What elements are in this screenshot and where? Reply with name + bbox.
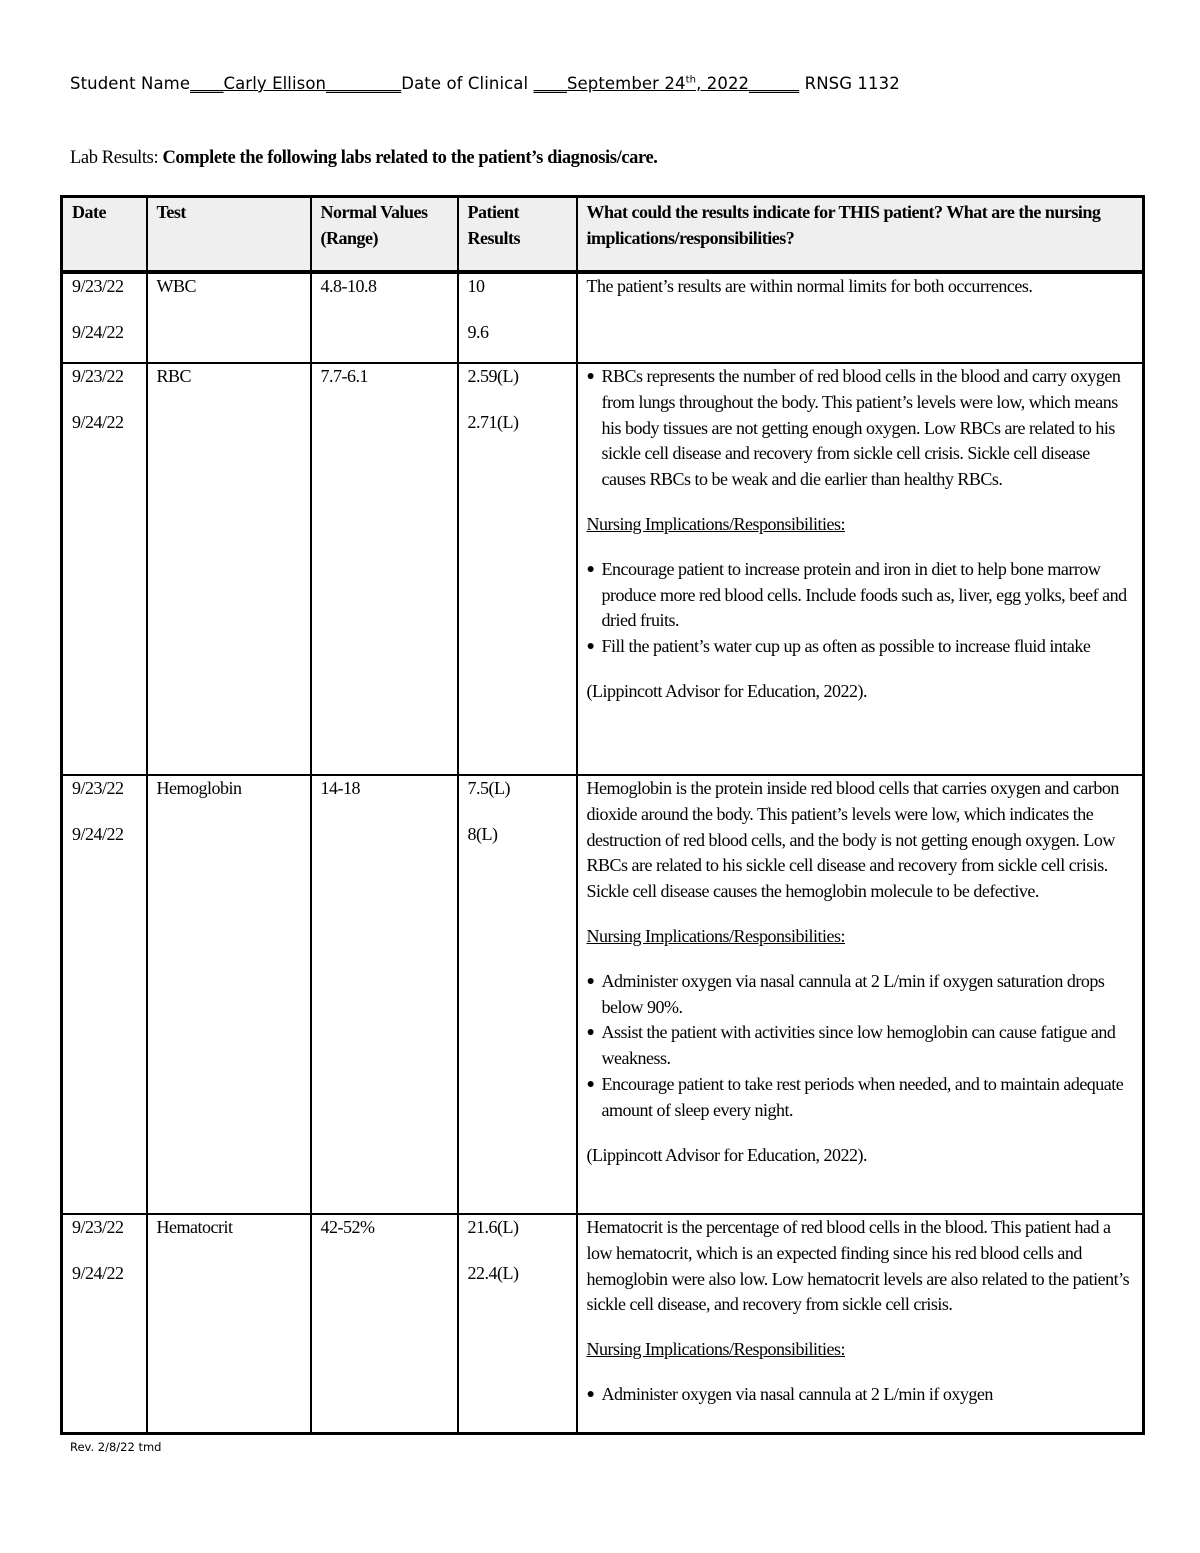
normal-cell: 42-52% [311, 1214, 458, 1434]
result-value: 22.4(L) [467, 1262, 519, 1283]
list-item [587, 557, 1135, 634]
interpretation-text: The patient’s results are within normal limits for both occurrences. [586, 276, 1033, 296]
date-cell [62, 363, 147, 775]
nursing-implications-heading: Nursing Implications/Responsibilities: [586, 1339, 845, 1360]
results-cell [458, 775, 577, 1214]
interpretation-text: Hematocrit is the percentage of red blood cells in the blood. This patient had a low hematocrit, which is an expected finding since his red blood cells and hemoglobin were also low. Low hematocrit levels are also related to the patient’s sickle cell disease, and recovery from sickle cell crisis. [586, 1217, 1130, 1315]
interpretation-text: RBCs represents the number of red blood cells in the blood and carry oxygen from lungs throughout the body. This patient’s levels were low, which means his body tissues are not getting enough oxygen. Low RBCs are related to his sickle cell disease and recovery from sickle cell crisis. Sickle cell disease causes RBCs to be weak and die earlier than healthy RBCs. [601, 366, 1121, 490]
result-value: 7.5(L) [467, 778, 510, 798]
header-patient-results: Patient Results [458, 197, 577, 273]
test-cell: RBC [147, 363, 311, 775]
intro-bullet-list [587, 364, 1135, 493]
header-line [70, 74, 900, 93]
list-item [587, 1072, 1135, 1124]
citation: (Lippincott Advisor for Education, 2022). [586, 1144, 867, 1165]
date-value: 9/23/22 [72, 366, 124, 386]
bullet-icon: ● [586, 1076, 595, 1092]
lab-results-label: Lab Results: [70, 148, 159, 168]
clinical-date-sup: th [685, 74, 697, 86]
table-row [62, 272, 1144, 363]
date-cell [62, 775, 147, 1214]
clinical-date-pre: ____September 24 [533, 74, 686, 93]
interpretation-cell [577, 1214, 1144, 1434]
revision-footer: Rev. 2/8/22 tmd [70, 1440, 162, 1454]
test-cell: WBC [147, 272, 311, 363]
date-value: 9/24/22 [72, 823, 124, 844]
nursing-implications-heading: Nursing Implications/Responsibilities: [586, 925, 845, 946]
results-cell [458, 363, 577, 775]
header-interpretation: What could the results indicate for THIS patient? What are the nursing implications/responsibilities? [577, 197, 1144, 273]
bullet-icon: ● [586, 1025, 595, 1041]
bullet-icon: ● [586, 1386, 595, 1402]
header-normal-values: Normal Values (Range) [311, 197, 458, 273]
result-value: 21.6(L) [467, 1217, 519, 1237]
results-cell [458, 272, 577, 363]
header-date: Date [62, 197, 147, 273]
clinical-date-label: Date of Clinical [401, 74, 529, 93]
result-value: 8(L) [467, 823, 498, 844]
bullet-text: Fill the patient’s water cup up as often as possible to increase fluid intake [601, 636, 1091, 657]
bullet-text: Encourage patient to increase protein and iron in diet to help bone marrow produce more red blood cells. Include foods such as, liver, egg yolks, beef and dried fruits. [601, 558, 1127, 631]
nursing-bullet-list [587, 1382, 1135, 1408]
table-row [62, 775, 1144, 1214]
normal-cell: 4.8-10.8 [311, 272, 458, 363]
clinical-date-post: , 2022______ [696, 74, 800, 93]
date-value: 9/23/22 [72, 1217, 124, 1237]
list-item [587, 634, 1135, 660]
nursing-implications-heading: Nursing Implications/Responsibilities: [586, 513, 845, 534]
result-value: 2.59(L) [467, 366, 519, 386]
date-value: 9/24/22 [72, 411, 124, 432]
table-row [62, 1214, 1144, 1434]
clinical-date-value [534, 74, 800, 93]
bullet-text: Assist the patient with activities since low hemoglobin can cause fatigue and weakness. [601, 1022, 1116, 1069]
bullet-icon: ● [586, 973, 595, 989]
interpretation-cell [577, 272, 1144, 363]
header-test: Test [147, 197, 311, 273]
list-item [587, 1382, 1135, 1408]
list-item [587, 1020, 1135, 1072]
bullet-text: Administer oxygen via nasal cannula at 2 L/min if oxygen saturation drops below 90%. [601, 970, 1105, 1017]
results-cell [458, 1214, 577, 1434]
result-value: 2.71(L) [467, 411, 519, 432]
date-value: 9/24/22 [72, 321, 124, 342]
result-value: 9.6 [467, 321, 489, 342]
interpretation-cell [577, 363, 1144, 775]
test-cell: Hematocrit [147, 1214, 311, 1434]
course-code: RNSG 1132 [804, 74, 900, 93]
lab-results-table [60, 195, 1145, 1435]
nursing-bullet-list [587, 557, 1135, 660]
date-cell [62, 272, 147, 363]
date-value: 9/24/22 [72, 1262, 124, 1283]
interpretation-text: Hemoglobin is the protein inside red blood cells that carries oxygen and carbon dioxide around the body. This patient’s levels were low, which indicates the destruction of red blood cells, and the body is not getting enough oxygen. Low RBCs are related to his sickle cell disease and recovery from sickle cell crisis. Sickle cell disease causes the hemoglobin molecule to be defective. [586, 778, 1119, 902]
bullet-text: Administer oxygen via nasal cannula at 2 L/min if oxygen [601, 1383, 993, 1404]
table-row [62, 363, 1144, 775]
normal-cell: 7.7-6.1 [311, 363, 458, 775]
table-header-row [62, 197, 1144, 273]
list-item [587, 969, 1135, 1021]
bullet-text: Encourage patient to take rest periods when needed, and to maintain adequate amount of sleep every night. [601, 1073, 1124, 1120]
citation: (Lippincott Advisor for Education, 2022). [586, 680, 867, 701]
test-cell: Hemoglobin [147, 775, 311, 1214]
bullet-icon: ● [586, 369, 595, 384]
lab-results-instruction: Complete the following labs related to the patient’s diagnosis/care. [162, 148, 658, 168]
date-value: 9/23/22 [72, 778, 124, 798]
date-cell [62, 1214, 147, 1434]
date-value: 9/23/22 [72, 276, 124, 296]
result-value: 10 [467, 276, 485, 296]
nursing-bullet-list [587, 969, 1135, 1124]
bullet-icon: ● [586, 561, 595, 577]
normal-cell: 14-18 [311, 775, 458, 1214]
student-name-label: Student Name [70, 74, 191, 93]
list-item [587, 364, 1135, 493]
student-name-value: ____Carly Ellison_________ [190, 74, 402, 93]
interpretation-cell [577, 775, 1144, 1214]
lab-results-title [70, 148, 658, 169]
bullet-icon: ● [586, 639, 595, 655]
